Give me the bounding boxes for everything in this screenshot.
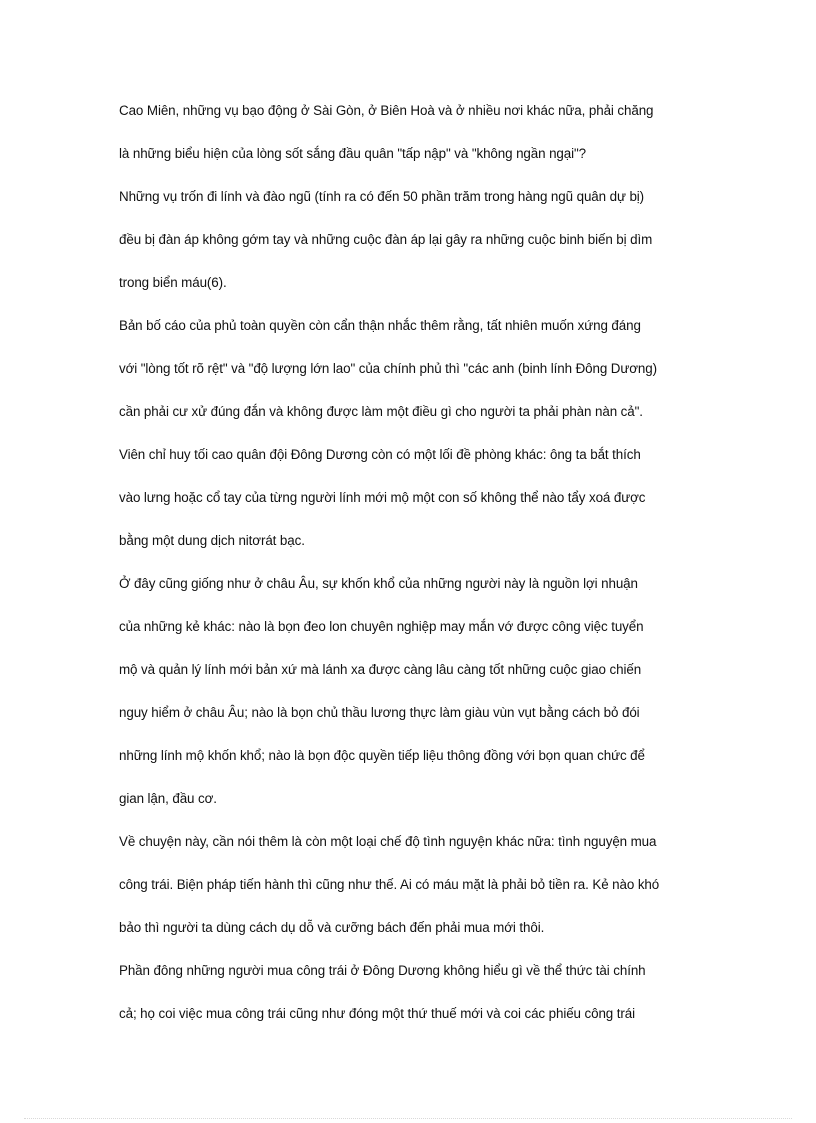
text-line: nguy hiểm ở châu Âu; nào là bọn chủ thầu lương thực làm giàu vùn vụt bằng cách bỏ đói bbox=[119, 705, 640, 720]
text-line: Phần đông những người mua công trái ở Đông Dương không hiểu gì về thể thức tài chính bbox=[119, 963, 646, 978]
text-line: trong biển máu(6). bbox=[119, 275, 227, 290]
text-line: Viên chỉ huy tối cao quân đội Đông Dương còn có một lối đề phòng khác: ông ta bắt thích bbox=[119, 447, 641, 462]
text-line: bằng một dung dịch nitơrát bạc. bbox=[119, 533, 305, 548]
text-line: Cao Miên, những vụ bạo động ở Sài Gòn, ở Biên Hoà và ở nhiều nơi khác nữa, phải chăng bbox=[119, 103, 654, 118]
text-line: Ở đây cũng giống như ở châu Âu, sự khốn khổ của những người này là nguồn lợi nhuận bbox=[119, 576, 638, 591]
text-line: của những kẻ khác: nào là bọn đeo lon chuyên nghiệp may mắn vớ được công việc tuyển bbox=[119, 619, 644, 634]
text-line: vào lưng hoặc cổ tay của từng người lính mới mộ một con số không thể nào tẩy xoá được bbox=[119, 490, 646, 505]
document-body bbox=[119, 97, 709, 1043]
page-bottom-divider bbox=[24, 1118, 792, 1119]
text-line: cần phải cư xử đúng đắn và không được làm một điều gì cho người ta phải phàn nàn cả". bbox=[119, 404, 643, 419]
text-line: đều bị đàn áp không gớm tay và những cuộc đàn áp lại gây ra những cuộc binh biến bị dìm bbox=[119, 232, 653, 247]
text-line: gian lận, đầu cơ. bbox=[119, 791, 217, 806]
text-line: là những biểu hiện của lòng sốt sắng đầu quân "tấp nập" và "không ngần ngại"? bbox=[119, 146, 587, 161]
text-line: Bản bố cáo của phủ toàn quyền còn cẩn thận nhắc thêm rằng, tất nhiên muốn xứng đáng bbox=[119, 318, 641, 333]
text-line: những lính mộ khốn khổ; nào là bọn độc quyền tiếp liệu thông đồng với bọn quan chức để bbox=[119, 748, 645, 763]
text-line: mộ và quản lý lính mới bản xứ mà lánh xa được càng lâu càng tốt những cuộc giao chiến bbox=[119, 662, 642, 677]
text-line: công trái. Biện pháp tiến hành thì cũng như thế. Ai có máu mặt là phải bỏ tiền ra. Kẻ nào khó bbox=[119, 877, 660, 892]
text-line: bảo thì người ta dùng cách dụ dỗ và cưỡng bách đến phải mua mới thôi. bbox=[119, 920, 545, 935]
text-line: cả; họ coi việc mua công trái cũng như đóng một thứ thuế mới và coi các phiếu công trái bbox=[119, 1006, 635, 1021]
text-line: Về chuyện này, cần nói thêm là còn một loại chế độ tình nguyện khác nữa: tình nguyện mua bbox=[119, 834, 657, 849]
text-line: với "lòng tốt rõ rệt" và "độ lượng lớn lao" của chính phủ thì "các anh (binh lính Đông Dương) bbox=[119, 361, 657, 376]
text-line: Những vụ trốn đi lính và đào ngũ (tính ra có đến 50 phần trăm trong hàng ngũ quân dự bị) bbox=[119, 189, 645, 204]
